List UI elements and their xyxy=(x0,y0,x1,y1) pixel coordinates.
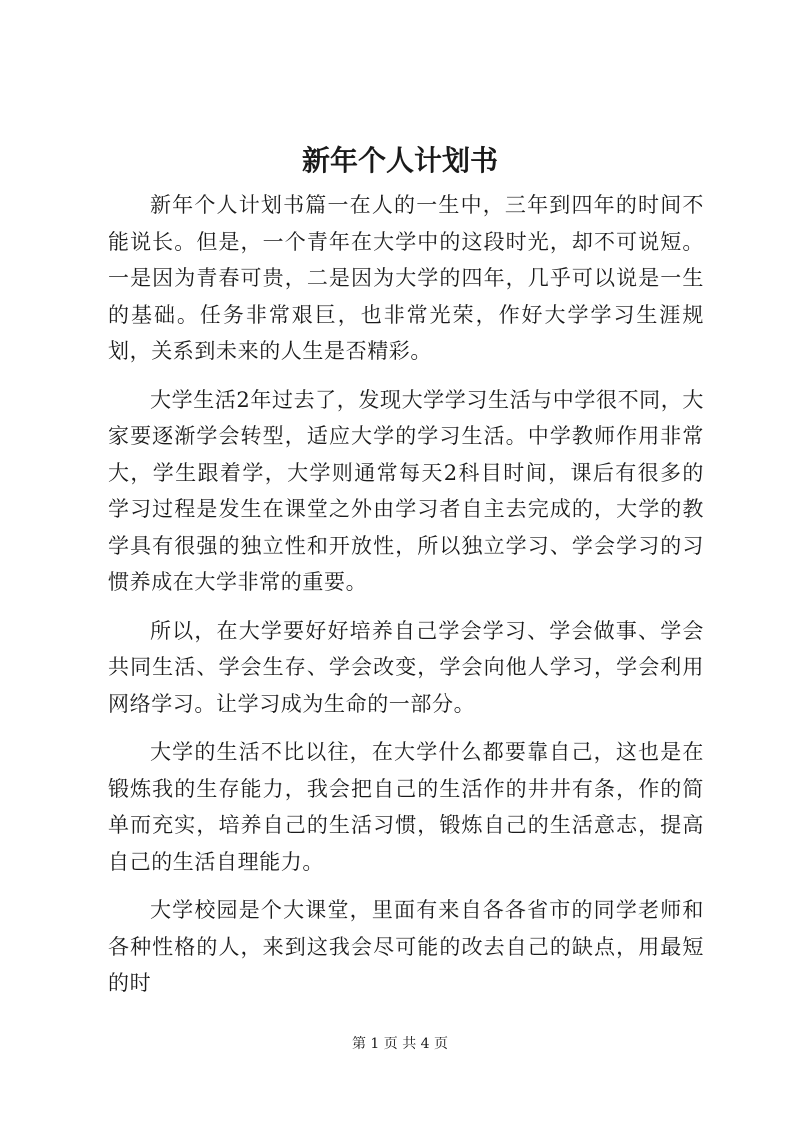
paragraph-1: 新年个人计划书篇一在人的一生中，三年到四年的时间不能说长。但是，一个青年在大学中的这段时光，却不可说短。一是因为青春可贵，二是因为大学的四年，几乎可以说是一生的基础。任务非常艰巨，也非常光荣，作好大学学习生涯规划，关系到未来的人生是否精彩。 xyxy=(108,193,704,363)
page-footer: 第 1 页 共 4 页 xyxy=(351,1036,449,1052)
paragraph-2: 大学生活2年过去了，发现大学学习生活与中学很不同，大家要逐渐学会转型，适应大学的学习生活。中学教师作用非常大，学生跟着学，大学则通常每天2科目时间，课后有很多的学习过程是发生在课堂之外由学习者自主去完成的，大学的教学具有很强的独立性和开放性，所以独立学习、学会学习的习惯养成在大学非常的重要。 xyxy=(108,387,704,594)
paragraph-5: 大学校园是个大课堂，里面有来自各各省市的同学老师和各种性格的人，来到这我会尽可能的改去自己的缺点，用最短的时 xyxy=(108,898,704,995)
document-title: 新年个人计划书 xyxy=(301,144,498,177)
paragraph-4: 大学的生活不比以往，在大学什么都要靠自己，这也是在锻炼我的生存能力，我会把自己的生活作的井井有条，作的简单而充实，培养自己的生活习惯，锻炼自己的生活意志，提高自己的生活自理能力。 xyxy=(108,740,704,874)
paragraph-3: 所以，在大学要好好培养自己学会学习、学会做事、学会共同生活、学会生存、学会改变，学会向他人学习，学会利用网络学习。让学习成为生命的一部分。 xyxy=(108,618,704,716)
document-body xyxy=(108,187,704,1014)
